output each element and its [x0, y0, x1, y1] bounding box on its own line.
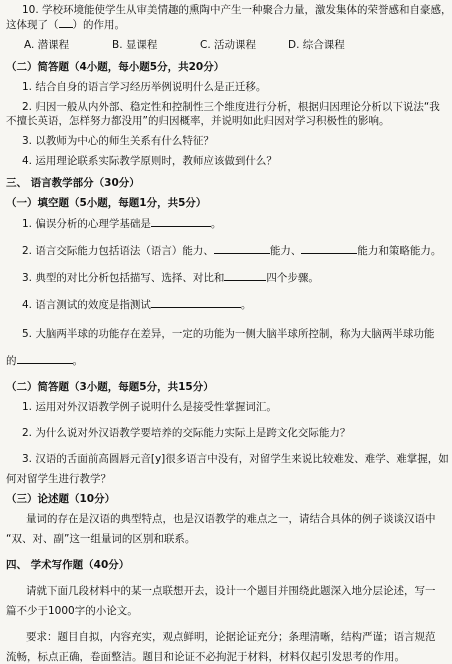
q10-option-a: A. 潜课程	[24, 39, 70, 51]
fill-in-q1: 1. 偏误分析的心理学基础是 。	[22, 218, 222, 230]
fill-in-q5-blank	[17, 353, 73, 364]
q10-option-d: D. 综合课程	[288, 39, 345, 51]
fill-in-q2-text-c: 能力和策略能力。	[357, 245, 442, 257]
q10-answer-blank	[59, 17, 73, 28]
fill-in-q2	[6, 243, 442, 258]
fill-in-q4-text: 4. 语言测试的效度是指测试	[22, 299, 151, 311]
section-3-heading: 三、 语言教学部分（30分）	[6, 177, 140, 189]
short-answer-heading-1: （二）简答题（4小题，每小题5分，共20分）	[6, 61, 225, 73]
fill-in-q5-line2	[6, 353, 414, 368]
fill-in-q5-line1: 5. 大脑两半球的功能存在差异，一定的功能为一侧大脑半球所控制，称为大脑两半球功能	[22, 328, 435, 340]
fill-in-heading: （一）填空题（5小题，每题1分，共5分）	[6, 197, 207, 209]
q10-options	[6, 38, 414, 52]
fill-in-q2-text-b: 能力、	[269, 245, 302, 257]
writing-requirements-line2: 流畅，标点正确，卷面整洁。题目和论证不必拘泥于材料，材料仅起引发思考的作用。	[6, 651, 405, 663]
short-answer-2-q2: 2. 为什么说对外汉语教学要培养的交际能力实际上是跨文化交际能力？	[22, 427, 351, 439]
fill-in-q2-blank-2	[301, 243, 357, 254]
q10-option-b: B. 显课程	[112, 39, 158, 51]
fill-in-q1-blank	[151, 216, 211, 227]
fill-in-q2-blank-1	[214, 243, 270, 254]
writing-prompt-line2: 篇不少于1000字的小论文。	[6, 605, 138, 617]
fill-in-q3-text-a: 3. 典型的对比分析包括描写、选择、对比和	[22, 272, 225, 284]
essay-prompt-line1: 量词的存在是汉语的典型特点，也是汉语教学的难点之一，请结合具体的例子谈谈汉语中	[26, 513, 436, 525]
short-answer-1-q2-line1: 2. 归因一般从内外部、稳定性和控制性三个维度进行分析，根据归因理论分析以下说法“我	[22, 101, 440, 113]
writing-requirements-line1: 要求：题目自拟，内容充实，观点鲜明，论据论证充分；条理清晰，结构严谨；语言规范	[26, 631, 436, 643]
section-4-heading: 四、 学术写作题（40分）	[6, 559, 130, 571]
fill-in-q3-text-b: 四个步骤。	[266, 272, 319, 284]
q10-stem-line2	[6, 17, 414, 32]
fill-in-q3	[6, 270, 414, 285]
fill-in-q4: 4. 语言测试的效度是指测试 。	[22, 299, 252, 311]
short-answer-2-q3-line2: 何对留学生进行教学？	[6, 473, 111, 485]
q10-option-c: C. 活动课程	[200, 39, 257, 51]
short-answer-2-q1: 1. 运用对外汉语教学例子说明什么是接受性掌握词汇。	[22, 401, 277, 413]
fill-in-q2-text-a: 2. 语言交际能力包括语法（语言）能力、	[22, 245, 214, 257]
q10-stem-pre: 这体现了（	[6, 19, 59, 31]
fill-in-q5-text-pre: 的	[6, 355, 17, 367]
q10-stem-line1: 10. 学校环境能使学生从审美情趣的熏陶中产生一种聚合力量，激发集体的荣誉感和自豪感，	[22, 4, 452, 16]
short-answer-1-q3: 3. 以教师为中心的师生关系有什么特征？	[22, 135, 214, 147]
fill-in-q3-blank	[224, 270, 266, 281]
short-answer-1-q2-line2: 不擅长英语，怎样努力都没用”的归因概率，并说明如此归因对学习积极性的影响。	[6, 115, 390, 127]
short-answer-2-q3-line1: 3. 汉语的舌面前高圆唇元音[y]很多语言中没有，对留学生来说比较难发、难学、难掌握，如	[22, 453, 449, 465]
fill-in-q5-text-post: 。	[72, 355, 83, 367]
writing-prompt-line1: 请就下面几段材料中的某一点联想开去，设计一个题目并围绕此题深入地分层论述，写一	[26, 585, 436, 597]
short-answer-1-q4: 4. 运用理论联系实际教学原则时，教师应该做到什么？	[22, 155, 277, 167]
short-answer-heading-2: （二）简答题（3小题，每题5分，共15分）	[6, 381, 214, 393]
fill-in-q1-text: 1. 偏误分析的心理学基础是	[22, 218, 151, 230]
q10-stem-post: ）的作用。	[72, 19, 125, 31]
essay-prompt-line2: “双、对、副”这一组量词的区别和联系。	[6, 533, 196, 545]
fill-in-q4-blank	[151, 297, 241, 308]
essay-heading: （三）论述题（10分）	[6, 493, 116, 505]
short-answer-1-q1: 1. 结合自身的语言学习经历举例说明什么是正迁移。	[22, 81, 267, 93]
